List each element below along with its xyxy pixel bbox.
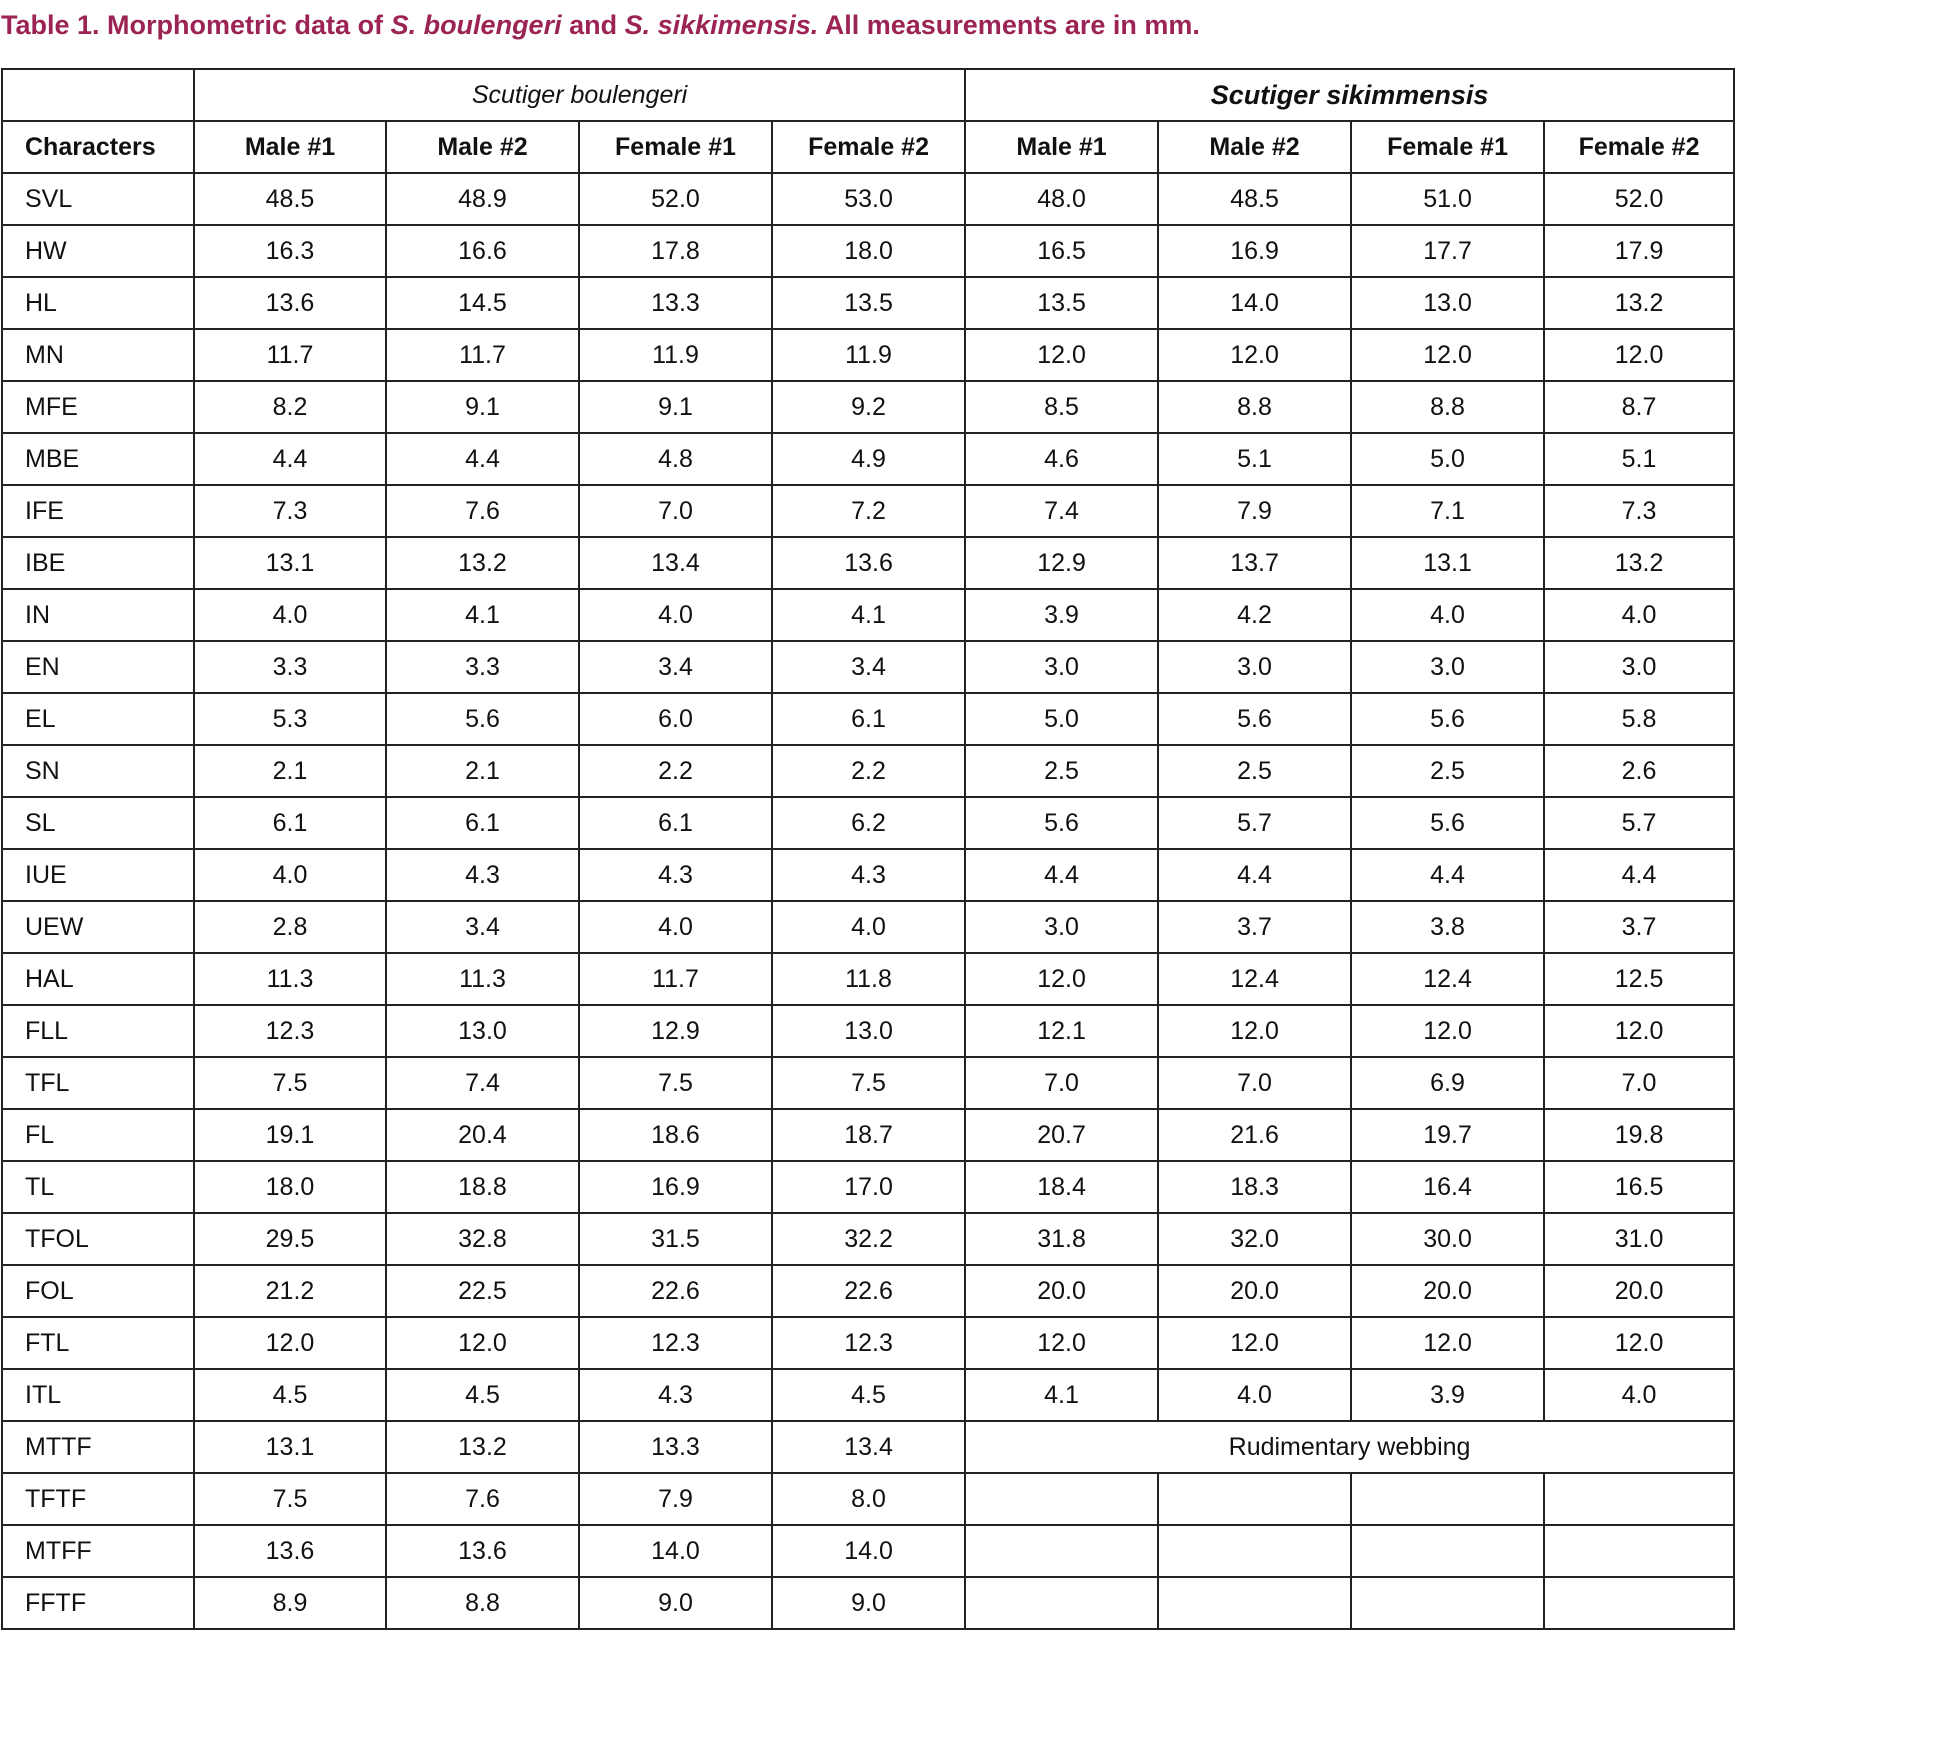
value-cell: 6.2: [772, 797, 965, 849]
value-cell: 11.9: [772, 329, 965, 381]
value-cell: 3.4: [772, 641, 965, 693]
table-row: [2, 1369, 1734, 1421]
value-cell: 14.0: [579, 1525, 772, 1577]
character-cell: FOL: [2, 1265, 194, 1317]
value-cell: 16.6: [386, 225, 579, 277]
value-cell: 6.9: [1351, 1057, 1544, 1109]
value-cell: 4.8: [579, 433, 772, 485]
species-header-row: [2, 69, 1734, 121]
rudimentary-webbing-note: Rudimentary webbing: [965, 1421, 1734, 1473]
character-cell: SN: [2, 745, 194, 797]
value-cell: 17.9: [1544, 225, 1734, 277]
value-cell: 4.0: [1544, 589, 1734, 641]
value-cell: 5.1: [1544, 433, 1734, 485]
value-cell: 2.1: [386, 745, 579, 797]
table-row: [2, 901, 1734, 953]
value-cell: 13.0: [772, 1005, 965, 1057]
character-cell: FLL: [2, 1005, 194, 1057]
empty-cell: [1351, 1525, 1544, 1577]
value-cell: 13.6: [772, 537, 965, 589]
empty-cell: [1544, 1577, 1734, 1629]
value-cell: 13.3: [579, 277, 772, 329]
empty-cell: [1544, 1525, 1734, 1577]
value-cell: 48.9: [386, 173, 579, 225]
value-cell: 7.5: [772, 1057, 965, 1109]
value-cell: 7.3: [1544, 485, 1734, 537]
character-cell: HAL: [2, 953, 194, 1005]
character-cell: MTFF: [2, 1525, 194, 1577]
value-cell: 11.8: [772, 953, 965, 1005]
value-cell: 12.0: [965, 329, 1158, 381]
value-cell: 16.4: [1351, 1161, 1544, 1213]
value-cell: 20.4: [386, 1109, 579, 1161]
table-row: [2, 277, 1734, 329]
value-cell: 2.5: [965, 745, 1158, 797]
value-cell: 17.0: [772, 1161, 965, 1213]
table-row: [2, 1161, 1734, 1213]
value-cell: 3.3: [386, 641, 579, 693]
value-cell: 12.0: [1351, 1005, 1544, 1057]
value-cell: 11.3: [386, 953, 579, 1005]
value-cell: 12.0: [1158, 329, 1351, 381]
value-cell: 18.0: [772, 225, 965, 277]
value-cell: 52.0: [1544, 173, 1734, 225]
value-cell: 7.4: [965, 485, 1158, 537]
value-cell: 12.0: [386, 1317, 579, 1369]
value-cell: 2.5: [1158, 745, 1351, 797]
column-header: Male #2: [386, 121, 579, 173]
value-cell: 7.9: [1158, 485, 1351, 537]
value-cell: 4.5: [386, 1369, 579, 1421]
value-cell: 13.2: [386, 537, 579, 589]
value-cell: 31.8: [965, 1213, 1158, 1265]
value-cell: 18.7: [772, 1109, 965, 1161]
character-cell: MN: [2, 329, 194, 381]
value-cell: 13.2: [1544, 537, 1734, 589]
value-cell: 3.4: [579, 641, 772, 693]
value-cell: 4.0: [772, 901, 965, 953]
value-cell: 17.8: [579, 225, 772, 277]
value-cell: 7.6: [386, 1473, 579, 1525]
empty-cell: [1158, 1577, 1351, 1629]
table-row: [2, 381, 1734, 433]
value-cell: 14.5: [386, 277, 579, 329]
value-cell: 12.0: [1158, 1005, 1351, 1057]
caption-species-1: S. boulengeri: [390, 10, 562, 40]
value-cell: 12.0: [1158, 1317, 1351, 1369]
morphometric-table: [1, 68, 1735, 1630]
character-cell: UEW: [2, 901, 194, 953]
value-cell: 5.0: [1351, 433, 1544, 485]
value-cell: 20.0: [1544, 1265, 1734, 1317]
value-cell: 4.2: [1158, 589, 1351, 641]
value-cell: 19.7: [1351, 1109, 1544, 1161]
value-cell: 48.5: [1158, 173, 1351, 225]
value-cell: 53.0: [772, 173, 965, 225]
value-cell: 4.6: [965, 433, 1158, 485]
table-row: [2, 1005, 1734, 1057]
character-cell: EL: [2, 693, 194, 745]
value-cell: 18.4: [965, 1161, 1158, 1213]
table-row: [2, 1525, 1734, 1577]
value-cell: 12.9: [579, 1005, 772, 1057]
value-cell: 18.0: [194, 1161, 386, 1213]
value-cell: 7.0: [965, 1057, 1158, 1109]
value-cell: 3.4: [386, 901, 579, 953]
value-cell: 9.0: [772, 1577, 965, 1629]
value-cell: 2.1: [194, 745, 386, 797]
value-cell: 5.1: [1158, 433, 1351, 485]
value-cell: 32.8: [386, 1213, 579, 1265]
value-cell: 12.0: [1351, 1317, 1544, 1369]
character-cell: TFOL: [2, 1213, 194, 1265]
value-cell: 16.3: [194, 225, 386, 277]
empty-cell: [1351, 1577, 1544, 1629]
value-cell: 3.0: [1351, 641, 1544, 693]
table-row: [2, 1265, 1734, 1317]
table-row: [2, 1057, 1734, 1109]
value-cell: 12.4: [1351, 953, 1544, 1005]
column-header: Female #2: [1544, 121, 1734, 173]
value-cell: 9.1: [579, 381, 772, 433]
value-cell: 13.0: [1351, 277, 1544, 329]
value-cell: 16.9: [1158, 225, 1351, 277]
value-cell: 9.0: [579, 1577, 772, 1629]
value-cell: 8.0: [772, 1473, 965, 1525]
value-cell: 8.8: [1158, 381, 1351, 433]
value-cell: 7.0: [1544, 1057, 1734, 1109]
value-cell: 8.8: [386, 1577, 579, 1629]
caption-suffix: All measurements are in mm.: [818, 10, 1200, 40]
value-cell: 12.0: [194, 1317, 386, 1369]
value-cell: 13.1: [1351, 537, 1544, 589]
empty-cell: [965, 1525, 1158, 1577]
value-cell: 31.0: [1544, 1213, 1734, 1265]
table-row: [2, 1317, 1734, 1369]
species-header-sikimmensis: Scutiger sikimmensis: [965, 69, 1734, 121]
value-cell: 8.2: [194, 381, 386, 433]
table-row: [2, 953, 1734, 1005]
value-cell: 4.0: [194, 589, 386, 641]
value-cell: 5.0: [965, 693, 1158, 745]
column-header: Male #1: [965, 121, 1158, 173]
value-cell: 4.4: [1158, 849, 1351, 901]
table-row: [2, 225, 1734, 277]
character-cell: IFE: [2, 485, 194, 537]
column-header: Male #1: [194, 121, 386, 173]
value-cell: 8.5: [965, 381, 1158, 433]
empty-cell: [965, 1473, 1158, 1525]
character-cell: MTTF: [2, 1421, 194, 1473]
character-cell: MFE: [2, 381, 194, 433]
value-cell: 4.5: [772, 1369, 965, 1421]
value-cell: 7.5: [194, 1057, 386, 1109]
value-cell: 13.6: [194, 1525, 386, 1577]
value-cell: 12.4: [1158, 953, 1351, 1005]
value-cell: 12.3: [194, 1005, 386, 1057]
table-row: [2, 485, 1734, 537]
value-cell: 20.0: [1158, 1265, 1351, 1317]
value-cell: 5.3: [194, 693, 386, 745]
table-row: [2, 589, 1734, 641]
value-cell: 7.0: [1158, 1057, 1351, 1109]
value-cell: 6.1: [579, 797, 772, 849]
value-cell: 32.2: [772, 1213, 965, 1265]
character-cell: TL: [2, 1161, 194, 1213]
table-row: [2, 797, 1734, 849]
value-cell: 14.0: [1158, 277, 1351, 329]
value-cell: 8.9: [194, 1577, 386, 1629]
value-cell: 52.0: [579, 173, 772, 225]
value-cell: 11.9: [579, 329, 772, 381]
table-row: [2, 1109, 1734, 1161]
value-cell: 6.1: [386, 797, 579, 849]
value-cell: 48.0: [965, 173, 1158, 225]
column-header: Female #2: [772, 121, 965, 173]
value-cell: 4.4: [194, 433, 386, 485]
value-cell: 16.5: [965, 225, 1158, 277]
value-cell: 13.3: [579, 1421, 772, 1473]
value-cell: 20.0: [1351, 1265, 1544, 1317]
value-cell: 19.1: [194, 1109, 386, 1161]
value-cell: 18.6: [579, 1109, 772, 1161]
value-cell: 5.7: [1158, 797, 1351, 849]
value-cell: 11.7: [386, 329, 579, 381]
value-cell: 2.8: [194, 901, 386, 953]
table-row: [2, 173, 1734, 225]
character-cell: IUE: [2, 849, 194, 901]
value-cell: 8.8: [1351, 381, 1544, 433]
value-cell: 17.7: [1351, 225, 1544, 277]
value-cell: 29.5: [194, 1213, 386, 1265]
value-cell: 4.0: [1158, 1369, 1351, 1421]
value-cell: 5.8: [1544, 693, 1734, 745]
value-cell: 13.1: [194, 1421, 386, 1473]
value-cell: 12.0: [965, 1317, 1158, 1369]
character-cell: ITL: [2, 1369, 194, 1421]
value-cell: 4.0: [1351, 589, 1544, 641]
caption-prefix: Table 1. Morphometric data of: [1, 10, 391, 40]
empty-cell: [1544, 1473, 1734, 1525]
value-cell: 7.5: [194, 1473, 386, 1525]
value-cell: 7.2: [772, 485, 965, 537]
value-cell: 13.5: [965, 277, 1158, 329]
value-cell: 30.0: [1351, 1213, 1544, 1265]
table-body: [2, 69, 1734, 1629]
species-header-boulengeri: Scutiger boulengeri: [194, 69, 965, 121]
character-cell: HL: [2, 277, 194, 329]
value-cell: 2.2: [579, 745, 772, 797]
value-cell: 6.0: [579, 693, 772, 745]
value-cell: 5.6: [386, 693, 579, 745]
empty-corner-cell: [2, 69, 194, 121]
table-caption: [1, 10, 1200, 41]
value-cell: 13.4: [772, 1421, 965, 1473]
caption-species-2: S. sikkimensis.: [624, 10, 819, 40]
value-cell: 12.3: [579, 1317, 772, 1369]
value-cell: 7.0: [579, 485, 772, 537]
value-cell: 3.9: [965, 589, 1158, 641]
value-cell: 4.0: [194, 849, 386, 901]
value-cell: 20.7: [965, 1109, 1158, 1161]
value-cell: 4.1: [386, 589, 579, 641]
value-cell: 4.0: [1544, 1369, 1734, 1421]
value-cell: 12.0: [1544, 329, 1734, 381]
value-cell: 3.0: [965, 901, 1158, 953]
value-cell: 11.7: [194, 329, 386, 381]
value-cell: 3.7: [1544, 901, 1734, 953]
value-cell: 6.1: [772, 693, 965, 745]
value-cell: 20.0: [965, 1265, 1158, 1317]
empty-cell: [965, 1577, 1158, 1629]
table-row: [2, 1577, 1734, 1629]
value-cell: 13.6: [194, 277, 386, 329]
value-cell: 22.5: [386, 1265, 579, 1317]
value-cell: 2.2: [772, 745, 965, 797]
value-cell: 16.9: [579, 1161, 772, 1213]
empty-cell: [1158, 1525, 1351, 1577]
value-cell: 7.1: [1351, 485, 1544, 537]
character-cell: FL: [2, 1109, 194, 1161]
table-row: [2, 1473, 1734, 1525]
value-cell: 4.3: [579, 849, 772, 901]
value-cell: 9.1: [386, 381, 579, 433]
empty-cell: [1351, 1473, 1544, 1525]
value-cell: 4.0: [579, 589, 772, 641]
value-cell: 13.2: [1544, 277, 1734, 329]
character-cell: EN: [2, 641, 194, 693]
value-cell: 18.8: [386, 1161, 579, 1213]
value-cell: 3.8: [1351, 901, 1544, 953]
character-cell: FTL: [2, 1317, 194, 1369]
value-cell: 13.2: [386, 1421, 579, 1473]
value-cell: 4.3: [772, 849, 965, 901]
value-cell: 48.5: [194, 173, 386, 225]
character-cell: IBE: [2, 537, 194, 589]
value-cell: 12.9: [965, 537, 1158, 589]
value-cell: 7.4: [386, 1057, 579, 1109]
column-header-row: [2, 121, 1734, 173]
table-row: [2, 1421, 1734, 1473]
character-cell: MBE: [2, 433, 194, 485]
value-cell: 7.6: [386, 485, 579, 537]
character-cell: HW: [2, 225, 194, 277]
value-cell: 7.5: [579, 1057, 772, 1109]
value-cell: 13.7: [1158, 537, 1351, 589]
value-cell: 4.4: [1351, 849, 1544, 901]
value-cell: 12.5: [1544, 953, 1734, 1005]
table-row: [2, 433, 1734, 485]
value-cell: 12.0: [1544, 1005, 1734, 1057]
value-cell: 4.4: [1544, 849, 1734, 901]
value-cell: 9.2: [772, 381, 965, 433]
value-cell: 21.2: [194, 1265, 386, 1317]
table-row: [2, 693, 1734, 745]
caption-and: and: [561, 10, 625, 40]
value-cell: 32.0: [1158, 1213, 1351, 1265]
value-cell: 14.0: [772, 1525, 965, 1577]
value-cell: 4.1: [772, 589, 965, 641]
value-cell: 13.5: [772, 277, 965, 329]
value-cell: 5.6: [1158, 693, 1351, 745]
value-cell: 13.0: [386, 1005, 579, 1057]
character-cell: SL: [2, 797, 194, 849]
value-cell: 12.0: [965, 953, 1158, 1005]
value-cell: 4.3: [386, 849, 579, 901]
value-cell: 18.3: [1158, 1161, 1351, 1213]
column-header: Male #2: [1158, 121, 1351, 173]
value-cell: 4.9: [772, 433, 965, 485]
value-cell: 12.1: [965, 1005, 1158, 1057]
value-cell: 3.9: [1351, 1369, 1544, 1421]
column-header: Female #1: [579, 121, 772, 173]
character-cell: SVL: [2, 173, 194, 225]
value-cell: 19.8: [1544, 1109, 1734, 1161]
value-cell: 6.1: [194, 797, 386, 849]
table-row: [2, 1213, 1734, 1265]
value-cell: 2.5: [1351, 745, 1544, 797]
value-cell: 3.0: [1158, 641, 1351, 693]
value-cell: 4.4: [965, 849, 1158, 901]
value-cell: 4.5: [194, 1369, 386, 1421]
value-cell: 4.4: [386, 433, 579, 485]
table-row: [2, 329, 1734, 381]
value-cell: 22.6: [579, 1265, 772, 1317]
value-cell: 16.5: [1544, 1161, 1734, 1213]
value-cell: 7.3: [194, 485, 386, 537]
value-cell: 5.6: [965, 797, 1158, 849]
character-cell: TFL: [2, 1057, 194, 1109]
empty-cell: [1158, 1473, 1351, 1525]
value-cell: 8.7: [1544, 381, 1734, 433]
table-row: [2, 745, 1734, 797]
value-cell: 31.5: [579, 1213, 772, 1265]
value-cell: 5.6: [1351, 797, 1544, 849]
value-cell: 21.6: [1158, 1109, 1351, 1161]
value-cell: 13.1: [194, 537, 386, 589]
value-cell: 11.7: [579, 953, 772, 1005]
value-cell: 3.0: [1544, 641, 1734, 693]
table-row: [2, 849, 1734, 901]
value-cell: 7.9: [579, 1473, 772, 1525]
value-cell: 3.7: [1158, 901, 1351, 953]
value-cell: 4.0: [579, 901, 772, 953]
value-cell: 13.6: [386, 1525, 579, 1577]
column-header: Characters: [2, 121, 194, 173]
value-cell: 3.3: [194, 641, 386, 693]
character-cell: TFTF: [2, 1473, 194, 1525]
character-cell: FFTF: [2, 1577, 194, 1629]
column-header: Female #1: [1351, 121, 1544, 173]
value-cell: 12.0: [1544, 1317, 1734, 1369]
value-cell: 12.3: [772, 1317, 965, 1369]
value-cell: 5.7: [1544, 797, 1734, 849]
table-row: [2, 641, 1734, 693]
character-cell: IN: [2, 589, 194, 641]
value-cell: 3.0: [965, 641, 1158, 693]
value-cell: 4.3: [579, 1369, 772, 1421]
table-row: [2, 537, 1734, 589]
value-cell: 11.3: [194, 953, 386, 1005]
value-cell: 22.6: [772, 1265, 965, 1317]
value-cell: 2.6: [1544, 745, 1734, 797]
value-cell: 13.4: [579, 537, 772, 589]
value-cell: 5.6: [1351, 693, 1544, 745]
value-cell: 4.1: [965, 1369, 1158, 1421]
value-cell: 12.0: [1351, 329, 1544, 381]
value-cell: 51.0: [1351, 173, 1544, 225]
